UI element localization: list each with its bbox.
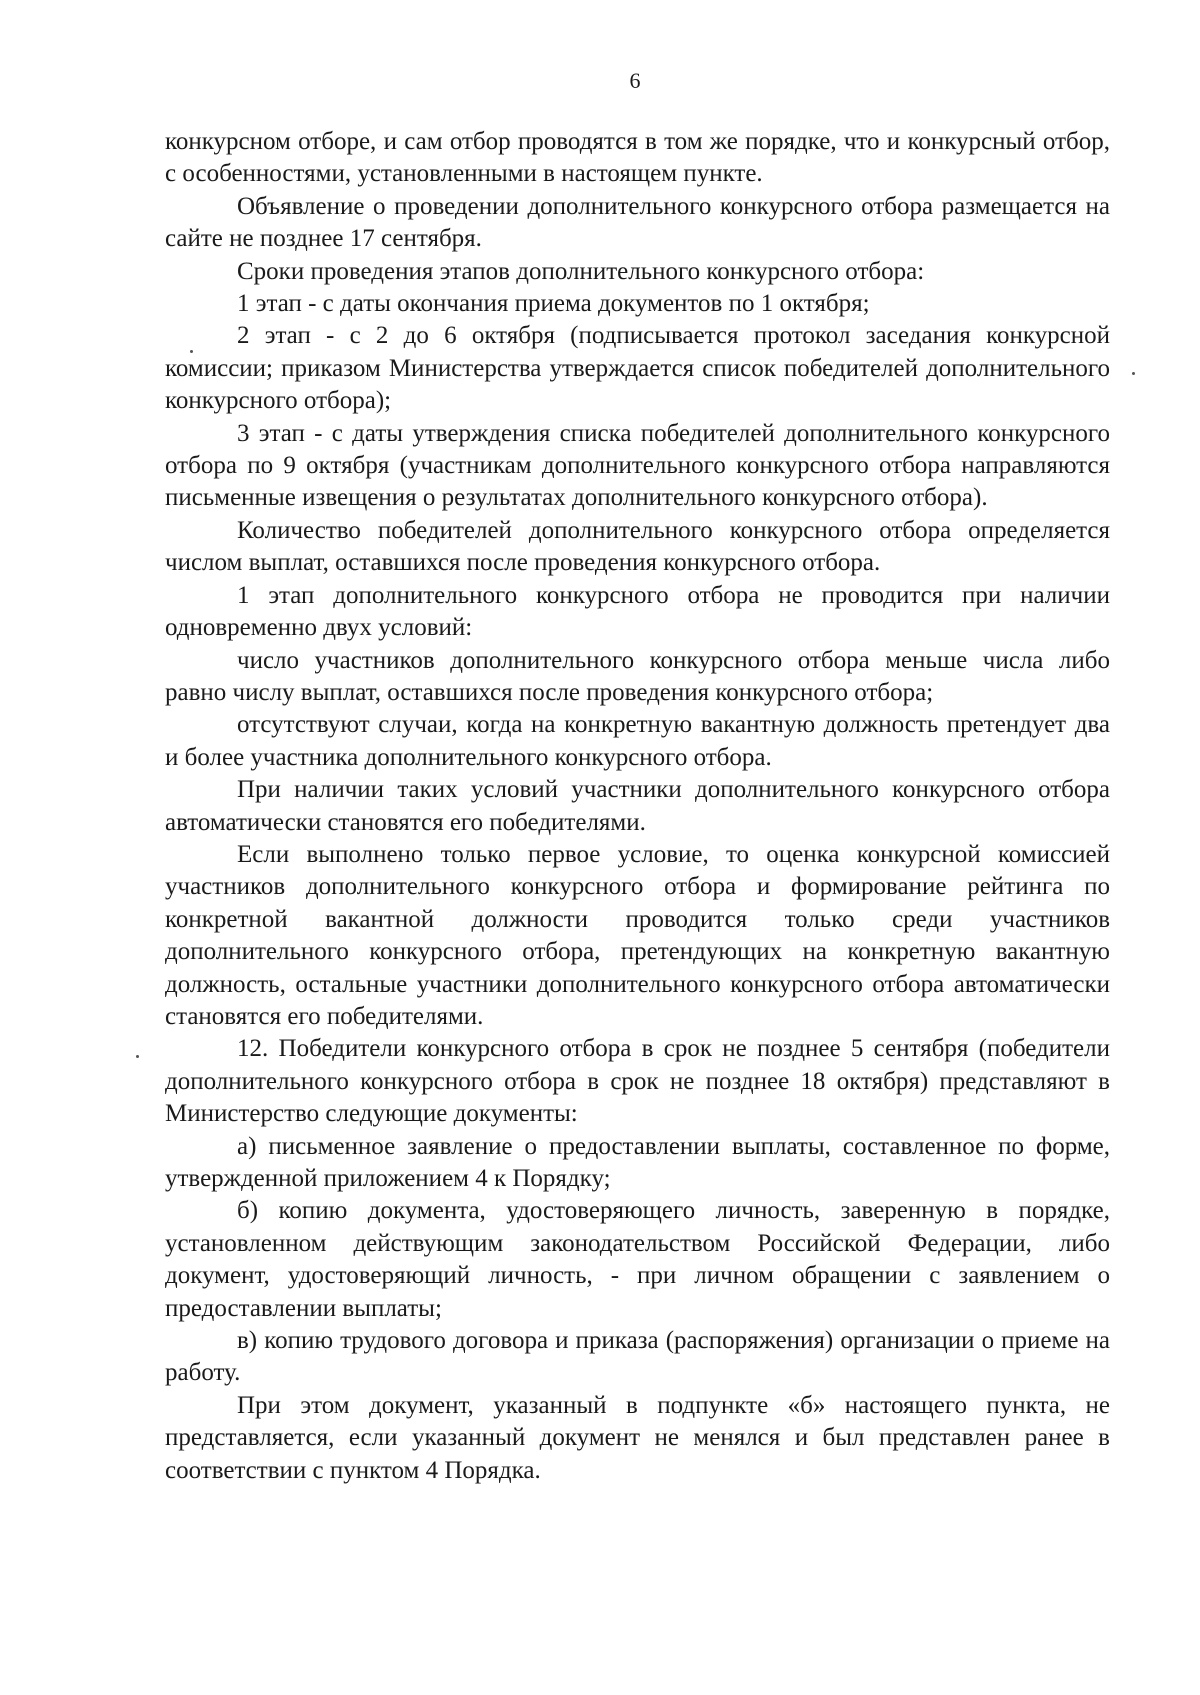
document-body <box>165 126 1110 1487</box>
paragraph: отсутствуют случаи, когда на конкретную вакантную должность претендует два и более участника дополнительного конкурсного отбора. <box>165 711 1110 771</box>
page-number: 6 <box>629 68 641 93</box>
paragraph: в) копию трудового договора и приказа (распоряжения) организации о приеме на работу. <box>165 1327 1110 1387</box>
paragraph: При этом документ, указанный в подпункте «б» настоящего пункта, не представляется, если указанный документ не менялся и был представлен ранее в соответствии с пунктом 4 Порядка. <box>165 1391 1110 1484</box>
paragraph: Количество победителей дополнительного конкурсного отбора определяется числом выплат, оставшихся после проведения конкурсного отбора. <box>165 516 1110 577</box>
paragraph: б) копию документа, удостоверяющего личность, заверенную в порядке, установленном действующим законодательством Российской Федерации, либо документ, удостоверяющий личность, - при личном обращении с заявлением о предоставлении выплаты; <box>165 1197 1110 1322</box>
paragraph: 1 этап дополнительного конкурсного отбора не проводится при наличии одновременно двух условий: <box>165 581 1110 642</box>
paragraph: Объявление о проведении дополнительного конкурсного отбора размещается на сайте не позднее 17 сентября. <box>165 192 1110 253</box>
scan-speck <box>136 1055 139 1058</box>
paragraph: конкурсном отборе, и сам отбор проводятся в том же порядке, что и конкурсный отбор, с особенностями, установленными в настоящем пункте. <box>165 128 1110 188</box>
paragraph: Если выполнено только первое условие, то оценка конкурсной комиссией участников дополнительного конкурсного отбора и формирование рейтинга по конкретной вакантной должности проводится только среди участников дополнительного конкурсного отбора, претендующих на конкретную вакантную должность, остальные участники дополнительного конкурсного отбора автоматически становятся его победителями. <box>165 840 1110 1030</box>
paragraph: 3 этап - с даты утверждения списка победителей дополнительного конкурсного отбора по 9 октября (участникам дополнительного конкурсного отбора направляются письменные извещения о результатах дополнительного конкурсного отбора). <box>165 419 1110 512</box>
paragraph: Сроки проведения этапов дополнительного конкурсного отбора: <box>237 257 925 285</box>
paragraph: 1 этап - с даты окончания приема документов по 1 октября; <box>237 290 870 318</box>
paragraph: 2 этап - с 2 до 6 октября (подписывается протокол заседания конкурсной комиссии; приказом Министерства утверждается список победителей дополнительного конкурсного отбора); <box>165 322 1110 415</box>
paragraph: а) письменное заявление о предоставлении выплаты, составленное по форме, утвержденной приложением 4 к Порядку; <box>165 1132 1110 1192</box>
scan-speck <box>190 350 193 353</box>
paragraph: При наличии таких условий участники дополнительного конкурсного отбора автоматически становятся его победителями. <box>165 776 1110 836</box>
paragraph: число участников дополнительного конкурсного отбора меньше числа либо равно числу выплат, оставшихся после проведения конкурсного отбора; <box>165 646 1110 706</box>
paragraph: 12. Победители конкурсного отбора в срок не позднее 5 сентября (победители дополнительного конкурсного отбора в срок не позднее 18 октября) представляют в Министерство следующие документы: <box>165 1035 1110 1128</box>
scan-speck <box>1132 372 1135 375</box>
